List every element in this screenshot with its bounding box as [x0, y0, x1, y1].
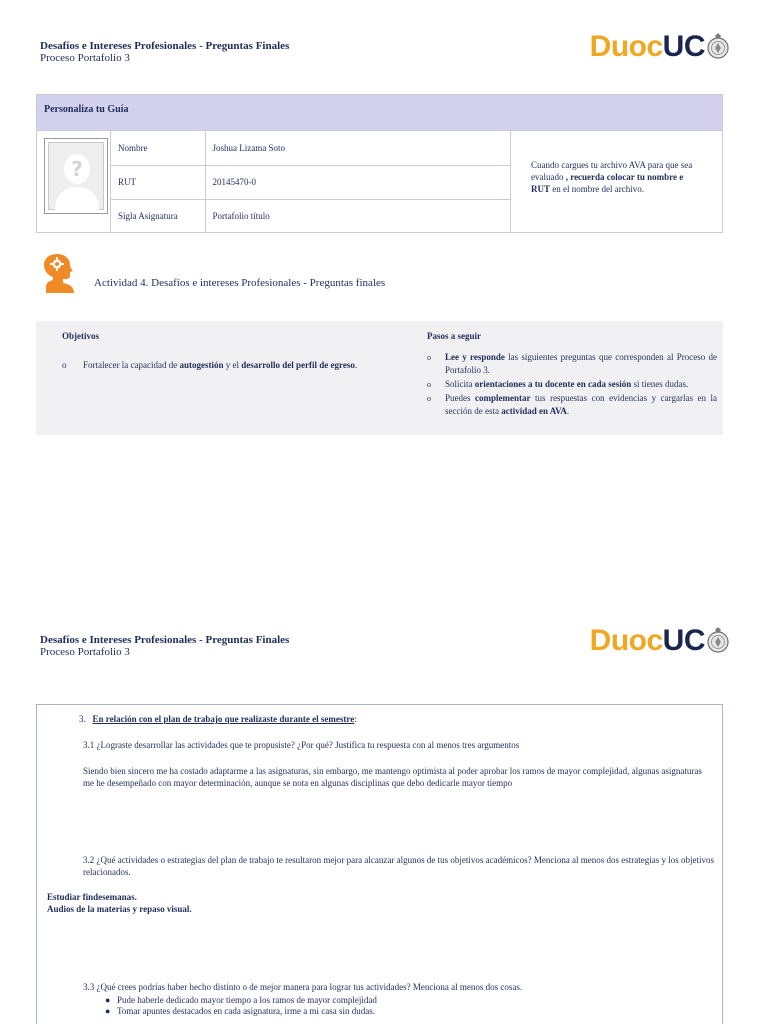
student-info-table: [111, 131, 511, 233]
activity-heading: [42, 253, 732, 293]
duoc-uc-logo: Duoc UC: [590, 30, 730, 64]
objectives-heading: Objetivos: [62, 331, 99, 341]
question-3-3: 3.3 ¿Qué crees podrías haber hecho distinto o de mejor manera para lograr tus actividades? Menciona al menos dos cosas.: [83, 982, 523, 992]
activity-title: Actividad 4. Desafíos e intereses Profesionales - Preguntas finales: [94, 277, 386, 289]
uc-seal-icon: [706, 32, 730, 62]
page-header-2: [40, 624, 730, 658]
nombre-label: Nombre: [111, 131, 205, 165]
list-item: o Lee y responde las siguientes preguntas que corresponden al Proceso de Portafolio 3.: [427, 352, 717, 375]
head-gear-icon: [42, 253, 78, 293]
sigla-value: Portafolio título: [205, 199, 511, 233]
table-row: [111, 131, 511, 165]
document-title: Desafíos e Intereses Profesionales - Preguntas Finales: [40, 634, 290, 646]
uc-seal-icon: [706, 626, 730, 656]
rut-label: RUT: [111, 165, 205, 199]
answer-3-1: Siendo bien sincero me ha costado adaptarme a las asignaturas, sin embargo, me mantengo optimista al poder aprobar los ramos de mayor complejidad, algunas asignaturas me he desempeñado con mayor determinación, aunque se nota en algunas disciplinas que debo dedicarle mayor tiempo: [83, 766, 702, 788]
nombre-value: Joshua Lizama Soto: [205, 131, 511, 165]
svg-text:?: ?: [71, 157, 83, 181]
question-3-2: 3.2 ¿Qué actividades o estrategias del plan de trabajo te resultaron mejor para alcanzar algunos de tus objetivos académicos? Menciona al menos dos estrategias y los objetivos relacionados.: [83, 855, 715, 877]
list-item: ● Tomar apuntes destacados en cada asignatura, irme a mi casa sin dudas.: [105, 1006, 376, 1016]
section-heading: 3. En relación con el plan de trabajo que realizaste durante el semestre:: [79, 714, 357, 724]
rut-value: 20145470-0: [205, 165, 511, 199]
avatar-placeholder-icon: [49, 143, 105, 211]
document-subtitle: Proceso Portafolio 3: [40, 646, 130, 658]
upload-note: Cuando cargues tu archivo AVA para que sea evaluado , recuerda colocar tu nombre e RUT en el nombre del archivo.: [531, 160, 693, 194]
table-row: [111, 199, 511, 233]
objectives-column: [62, 331, 372, 372]
photo-cell: [37, 131, 111, 233]
sigla-label: Sigla Asignatura: [111, 199, 205, 233]
page-header-1: [40, 30, 730, 64]
questions-box: [36, 704, 723, 1024]
avatar-frame: [44, 138, 108, 214]
question-3-1: 3.1 ¿Lograste desarrollar las actividades que te propusiste? ¿Por qué? Justifica tu respuesta con al menos tres argumentos: [83, 740, 520, 750]
personaliza-guia-box: [36, 94, 723, 233]
duoc-uc-logo: Duoc UC: [590, 624, 730, 658]
list-item: o Solicita orientaciones a tu docente en cada sesión si tienes dudas.: [427, 379, 689, 389]
table-row: [111, 165, 511, 199]
list-item: ● Pude haberle dedicado mayor tiempo a los ramos de mayor complejidad: [105, 995, 377, 1005]
steps-column: [427, 331, 717, 419]
answer-3-3-list: [101, 995, 701, 1017]
steps-heading: Pasos a seguir: [427, 331, 481, 341]
document-subtitle: Proceso Portafolio 3: [40, 52, 130, 64]
list-item: o Puedes complementar tus respuestas con evidencias y cargarlas en la sección de esta actividad en AVA.: [427, 393, 717, 416]
answer-3-2: Estudiar findesemanas. Audios de la materias y repaso visual.: [47, 892, 192, 914]
document-title: Desafíos e Intereses Profesionales - Preguntas Finales: [40, 40, 290, 52]
objectives-box: [36, 321, 723, 435]
list-item: o Fortalecer la capacidad de autogestión y el desarrollo del perfil de egreso.: [62, 360, 358, 370]
guide-heading: Personaliza tu Guía: [37, 95, 722, 131]
